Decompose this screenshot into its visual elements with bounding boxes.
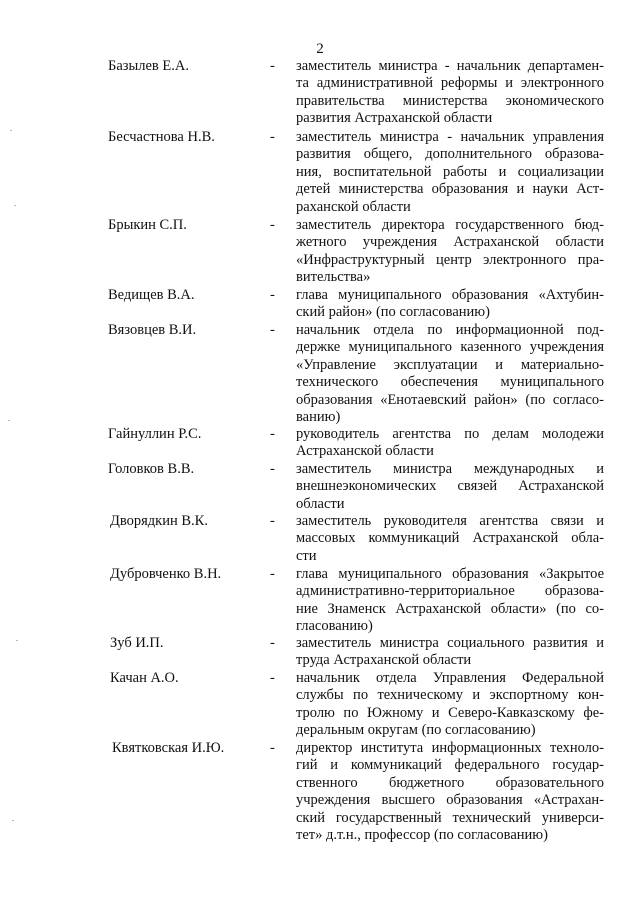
dash-separator: - [270, 58, 275, 74]
dash-separator: - [270, 217, 275, 233]
member-position [296, 635, 604, 670]
member-name: Квятковская И.Ю. [112, 740, 225, 756]
position-line: сти [296, 547, 317, 564]
position-line: тролю по Южному и Северо-Кавказскому фе- [296, 704, 604, 721]
position-line: административно-территориальное образова- [296, 583, 604, 600]
dash-separator: - [270, 740, 275, 756]
member-name: Брыкин С.П. [108, 217, 187, 233]
position-line: директор института информационных техноло- [296, 740, 604, 756]
position-line: ственного бюджетного образовательного [296, 774, 604, 791]
member-name: Зуб И.П. [110, 635, 164, 651]
member-position [296, 513, 604, 565]
position-line: ние Знаменск Астраханской области» (по со- [296, 600, 604, 617]
member-position [296, 322, 604, 426]
dash-separator: - [270, 287, 275, 303]
position-line: ния, воспитательной работы и социализации [296, 163, 604, 180]
position-line: ский государственный технический универси- [296, 809, 604, 826]
position-line: тет» д.т.н., профессор (по согласованию) [296, 827, 548, 844]
scan-speck [8, 420, 10, 421]
position-line: заместитель министра международных и [296, 461, 604, 477]
position-line: заместитель министра - начальник департамен- [296, 58, 604, 74]
position-line: области [296, 495, 345, 512]
position-line: вительства» [296, 269, 371, 286]
position-line: внешнеэкономических связей Астраханской [296, 478, 604, 495]
member-position [296, 566, 604, 636]
member-position [296, 670, 604, 740]
member-position [296, 287, 604, 322]
dash-separator: - [270, 513, 275, 529]
position-line: труда Астраханской области [296, 652, 472, 669]
position-line: развития общего, дополнительного образова- [296, 146, 604, 163]
position-line: ванию) [296, 409, 341, 426]
dash-separator: - [270, 129, 275, 145]
position-line: развития Астраханской области [296, 110, 493, 127]
position-line: глава муниципального образования «Закрытое [296, 566, 604, 582]
position-line: учреждения высшего образования «Астрахан- [296, 792, 604, 809]
member-name: Базылев Е.А. [108, 58, 189, 74]
member-name: Качан А.О. [110, 670, 179, 686]
position-line: детей министерства образования и науки Аст- [296, 181, 604, 198]
member-position [296, 461, 604, 513]
position-line: раханской области [296, 198, 411, 215]
position-line: глава муниципального образования «Ахтубин- [296, 287, 604, 303]
member-name: Дворядкин В.К. [110, 513, 208, 529]
page-number: 2 [316, 41, 324, 57]
member-name: Головков В.В. [108, 461, 195, 477]
dash-separator: - [270, 635, 275, 651]
position-line: та административной реформы и электронного [296, 75, 604, 92]
position-line: «Инфраструктурный центр электронного пра- [296, 251, 604, 268]
position-line: начальник отдела Управления Федеральной [296, 670, 604, 686]
dash-separator: - [270, 461, 275, 477]
member-position [296, 129, 604, 216]
member-position [296, 217, 604, 287]
position-line: деральным округам (по согласованию) [296, 722, 536, 739]
position-line: заместитель руководителя агентства связи и [296, 513, 604, 529]
position-line: заместитель министра - начальник управления [296, 129, 604, 145]
position-line: начальник отдела по информационной под- [296, 322, 604, 338]
member-position [296, 426, 604, 461]
position-line: службы по техническому и экспортному кон- [296, 687, 604, 704]
member-name: Вязовцев В.И. [108, 322, 197, 338]
dash-separator: - [270, 322, 275, 338]
member-position [296, 58, 604, 128]
scan-speck [16, 640, 18, 641]
member-name: Бесчастнова Н.В. [108, 129, 215, 145]
position-line: технического обеспечения муниципального [296, 374, 604, 391]
dash-separator: - [270, 670, 275, 686]
scan-speck [12, 820, 14, 821]
position-line: Астраханской области [296, 443, 434, 460]
position-line: заместитель министра социального развития и [296, 635, 604, 651]
position-line: держке муниципального казенного учреждения [296, 339, 604, 356]
member-name: Гайнуллин Р.С. [108, 426, 202, 442]
member-name: Ведищев В.А. [108, 287, 195, 303]
member-name: Дубровченко В.Н. [110, 566, 222, 582]
scan-speck [14, 205, 16, 206]
position-line: «Управление эксплуатации и материально- [296, 356, 604, 373]
dash-separator: - [270, 566, 275, 582]
position-line: заместитель директора государственного бюд- [296, 217, 604, 233]
position-line: образования «Енотаевский район» (по согласо- [296, 391, 604, 408]
position-line: жетного учреждения Астраханской области [296, 234, 604, 251]
position-line: руководитель агентства по делам молодежи [296, 426, 604, 442]
position-line: ский район» (по согласованию) [296, 304, 490, 321]
member-position [296, 740, 604, 844]
position-line: правительства министерства экономического [296, 92, 604, 109]
scan-speck [10, 130, 12, 131]
position-line: гий и коммуникаций федерального государ- [296, 757, 604, 774]
dash-separator: - [270, 426, 275, 442]
position-line: гласованию) [296, 618, 373, 635]
position-line: массовых коммуникаций Астраханской обла- [296, 530, 604, 547]
